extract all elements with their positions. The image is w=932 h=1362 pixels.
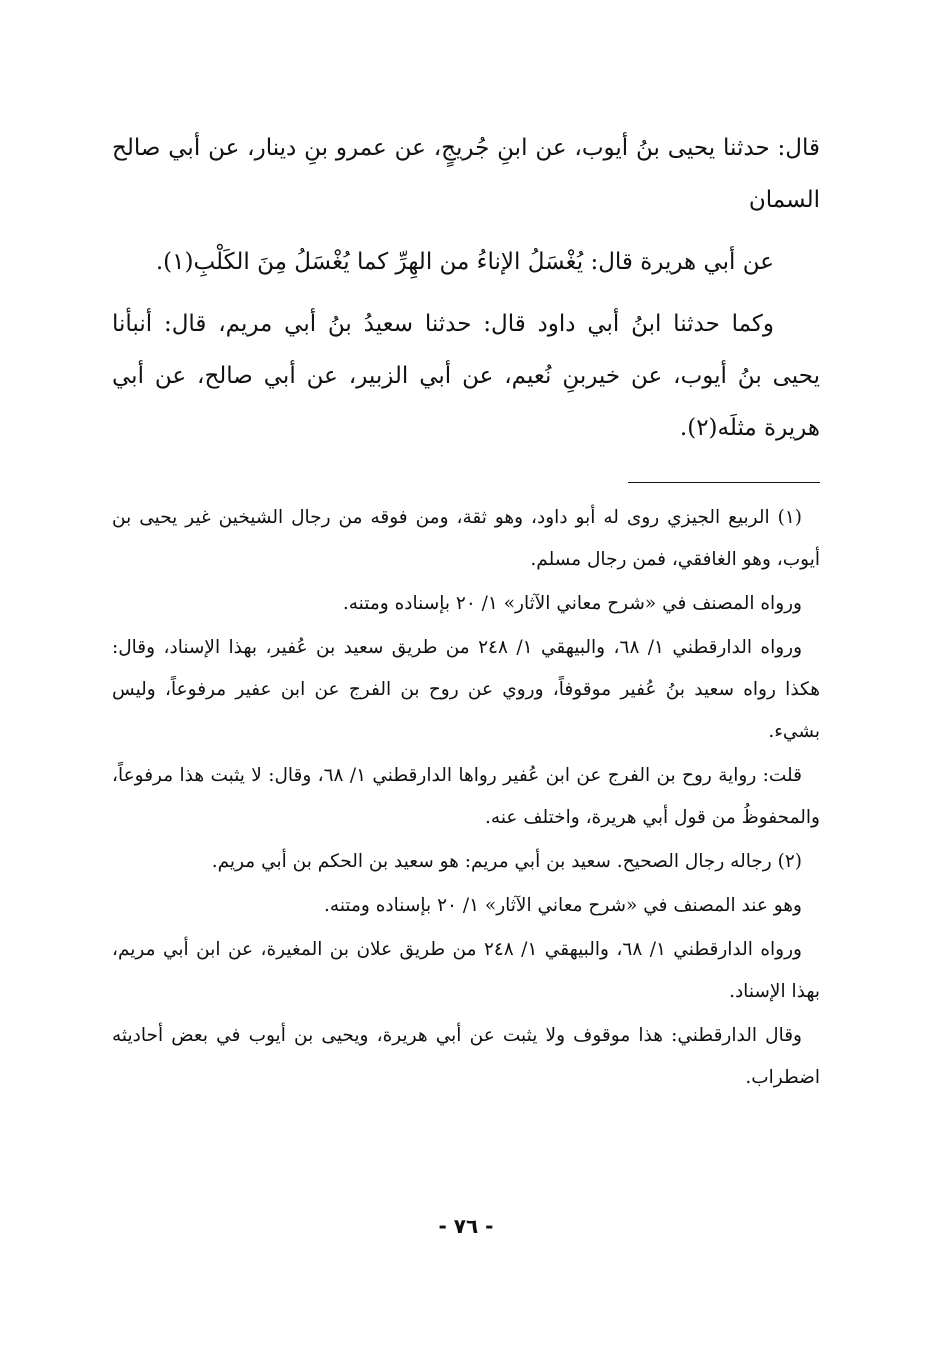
page-number: - ٧٦ -	[438, 1214, 494, 1238]
footnote-paragraph: ورواه المصنف في «شرح معاني الآثار» ١/ ٢٠ بإسناده ومتنه.	[342, 593, 802, 614]
footnote-paragraph: قلت: رواية روح بن الفرج عن ابن عُفير رواها الدارقطني ١/ ٦٨، وقال: لا يثبت هذا مرفوعاً، والمحفوظُ من قول أبي هريرة، واختلف عنه.	[112, 765, 820, 828]
footnote-paragraph: ورواه الدارقطني ١/ ٦٨، والبيهقي ١/ ٢٤٨ من طريق علان بن المغيرة، عن ابن أبي مريم، بهذا الإسناد.	[112, 939, 820, 1002]
main-text	[112, 122, 820, 454]
footnote-paragraph: وهو عند المصنف في «شرح معاني الآثار» ١/ ٢٠ بإسناده ومتنه.	[324, 895, 802, 916]
main-paragraph-2: عن أبي هريرة قال: يُغْسَلُ الإناءُ من الهِرِّ كما يُغْسَلُ مِنَ الكَلْبِ(١).	[155, 249, 774, 275]
footnote-separator	[628, 482, 820, 483]
page-body	[112, 122, 820, 1101]
main-paragraph-3: وكما حدثنا ابنُ أبي داود قال: حدثنا سعيدُ بنُ أبي مريم، قال: أنبأنا يحيى بنُ أيوب، عن خيربنِ نُعيم، عن أبي الزبير، عن أبي صالح، عن أبي هريرة مثلَه(٢).	[112, 311, 820, 441]
footnote-1: (١) الربيع الجيزي روى له أبو داود، وهو ثقة، ومن فوقه من رجال الشيخين غير يحيى بن أيوب، وهو الغافقي، فمن رجال مسلم.	[112, 507, 820, 570]
main-paragraph-1: قال: حدثنا يحيى بنُ أيوب، عن ابنِ جُريجٍ، عن عمرو بنِ دينار، عن أبي صالح السمان	[112, 135, 820, 213]
footnotes	[112, 497, 820, 1099]
footnote-2: (٢) رجاله رجال الصحيح. سعيد بن أبي مريم: هو سعيد بن الحكم بن أبي مريم.	[211, 851, 802, 872]
footnote-paragraph: وقال الدارقطني: هذا موقوف ولا يثبت عن أبي هريرة، ويحيى بن أيوب في بعض أحاديثه اضطراب.	[112, 1025, 820, 1088]
footnote-paragraph: ورواه الدارقطني ١/ ٦٨، والبيهقي ١/ ٢٤٨ من طريق سعيد بن عُفير، بهذا الإسناد، وقال: هكذا رواه سعيد بنُ عُفير موقوفاً، وروي عن روح بن الفرج عن ابن عفير مرفوعاً، وليس بشيء.	[112, 637, 820, 742]
